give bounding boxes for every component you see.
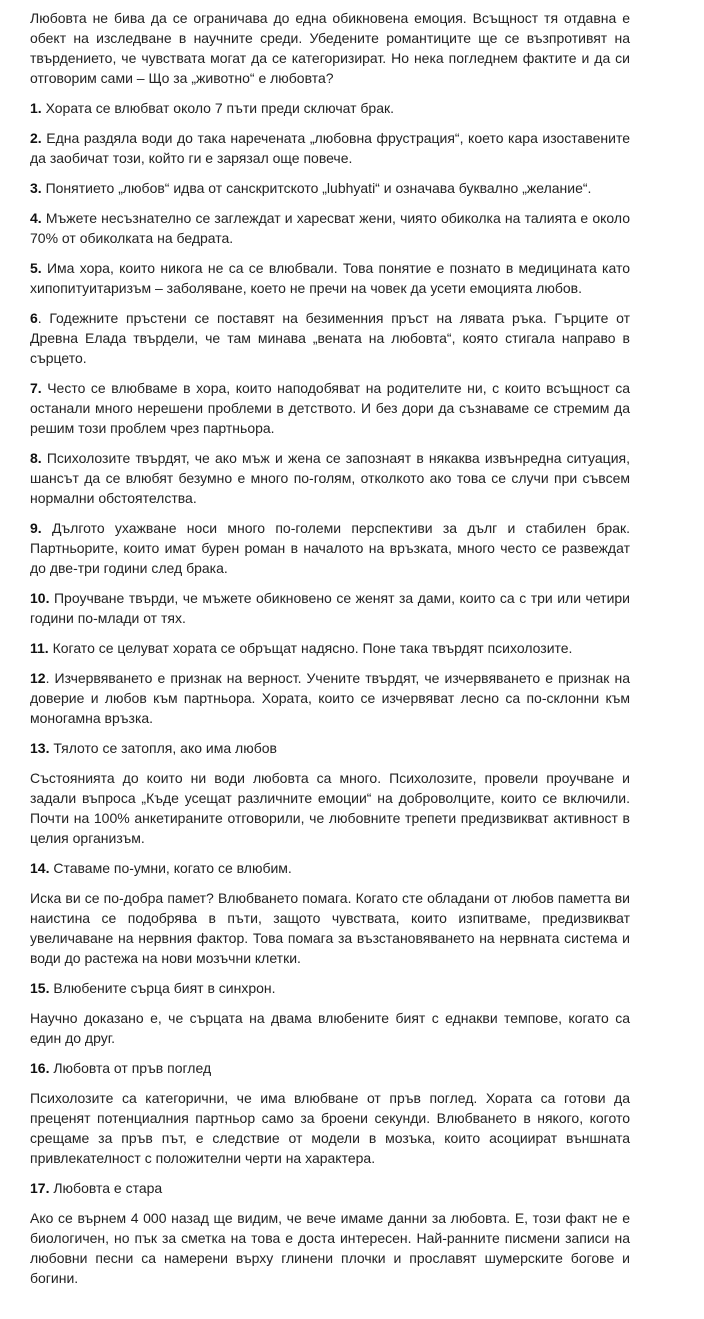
fact-number: 5. [30,260,42,276]
fact-item [30,638,630,658]
fact-number: 4. [30,210,42,226]
fact-number: 12 [30,670,46,686]
fact-text: Иска ви се по-добра памет? Влюбването помага. Когато сте обладани от любов паметта ви наистина се подобрява в пъти, защото чувствата, които изпитваме, предизвикват увеличаване на нервния фактор. Това помага за възстановяването на нервната система и води до растежа на нови мозъчни клетки. [30,890,630,966]
facts-list [30,98,630,1288]
fact-detail [30,1088,630,1168]
fact-number: 14. [30,860,50,876]
fact-number: 16. [30,1060,50,1076]
fact-detail [30,1008,630,1048]
fact-text: Ставаме по-умни, когато се влюбим. [49,860,292,876]
fact-item [30,1178,630,1198]
article-intro: Любовта не бива да се ограничава до една обикновена емоция. Всъщност тя отдавна е обект на изследване в научните среди. Убедените романтиците ще се възпротивят на твърдението, че чувствата могат да се категоризират. Но нека погледнем фактите и да си отговорим сами – Що за „животно“ е любовта? [30,10,630,86]
fact-text: Хората се влюбват около 7 пъти преди сключат брак. [41,100,395,116]
fact-detail [30,768,630,848]
fact-text: Състоянията до които ни води любовта са много. Психолозите, провели проучване и задали въпроса „Къде усещат различните емоции“ на доброволците, които се включили. Почти на 100% анкетираните отговорили, че любовните трепети предизвикват активност в целия организъм. [30,770,630,846]
fact-number: 13. [30,740,50,756]
fact-text: Психолозите са категорични, че има влюбване от пръв поглед. Хората са готови да преценят потенциалния партньор само за броени секунди. Влюбването в някого, когото срещаме за пръв път, е следствие от модели в мозъка, които асоциират външната привлекателност с положителни черти на характера. [30,1090,630,1166]
fact-number: 17. [30,1180,50,1196]
fact-number: 2. [30,130,42,146]
fact-item [30,378,630,438]
fact-text: Психолозите твърдят, че ако мъж и жена се запознаят в някаква извънредна ситуация, шансът да се влюбят безумно е много по-голям, отколкото ако това се случи при съвсем нормални обстоятелства. [30,450,630,506]
fact-item [30,208,630,248]
fact-item [30,128,630,168]
fact-number: 10. [30,590,50,606]
fact-text: Научно доказано е, че сърцата на двама влюбените бият с еднакви темпове, когато са един до друг. [30,1010,630,1046]
fact-item [30,448,630,508]
fact-text: Любовта е стара [49,1180,163,1196]
fact-text: Влюбените сърца бият в синхрон. [49,980,276,996]
fact-text: Ако се върнем 4 000 назад ще видим, че вече имаме данни за любовта. Е, този факт не е биологичен, но пък за сметка на това е доста интересен. Най-ранните писмени записи на любовни песни са намерени върху глинени плочки и прославят шумерските богове и богини. [30,1210,630,1286]
article-body [30,8,630,1298]
fact-item [30,738,630,758]
fact-number: 7. [30,380,42,396]
fact-item [30,258,630,298]
fact-number: 15. [30,980,50,996]
fact-number: 3. [30,180,42,196]
fact-detail [30,1208,630,1288]
fact-number: 9. [30,520,42,536]
fact-text: Често се влюбваме в хора, които наподобяват на родителите ни, с които всъщност са останали много нерешени проблеми в детството. И без дори да съзнаваме се стремим да решим този проблем чрез партньора. [30,380,630,436]
fact-text: Една раздяла води до така наречената „любовна фрустрация“, което кара изоставените да заобичат този, който ги е зарязал още повече. [30,130,630,166]
fact-item [30,668,630,728]
fact-detail [30,888,630,968]
fact-item [30,588,630,628]
fact-item [30,858,630,878]
fact-text: Дългото ухажване носи много по-големи перспективи за дълг и стабилен брак. Партньорите, които имат бурен роман в началото на връзката, много често се развеждат до две-три години след брака. [30,520,630,576]
fact-number: 8. [30,450,42,466]
fact-text: Проучване твърди, че мъжете обикновено се женят за дами, които са с три или четири години по-млади от тях. [30,590,630,626]
fact-text: . Годежните пръстени се поставят на безименния пръст на лявата ръка. Гърците от Древна Елада твърдели, че там минава „вената на любовта“, която стигала направо в сърцето. [30,310,630,366]
fact-item [30,308,630,368]
fact-item [30,178,630,198]
fact-text: Когато се целуват хората се обръщат надясно. Поне така твърдят психолозите. [48,640,573,656]
fact-text: . Изчервяването е признак на верност. Учените твърдят, че изчервяването е признак на доверие и любов към партньора. Хората, които се изчервяват лесно са по-склонни към моногамна връзка. [30,670,630,726]
fact-text: Любовта от пръв поглед [49,1060,212,1076]
fact-item [30,978,630,998]
fact-item [30,98,630,118]
fact-item [30,518,630,578]
fact-number: 6 [30,310,38,326]
fact-text: Тялото се затопля, ако има любов [49,740,277,756]
fact-number: 1. [30,100,42,116]
fact-text: Мъжете несъзнателно се заглеждат и харесват жени, чиято обиколка на талията е около 70% от обиколката на бедрата. [30,210,630,246]
fact-item [30,1058,630,1078]
fact-number: 11. [30,640,49,656]
fact-text: Има хора, които никога не са се влюбвали. Това понятие е познато в медицината като хипопитуитаризъм – заболяване, което не пречи на човек да усети емоцията любов. [30,260,630,296]
fact-text: Понятието „любов“ идва от санскритското „lubhyati“ и означава буквално „желание“. [41,180,592,196]
